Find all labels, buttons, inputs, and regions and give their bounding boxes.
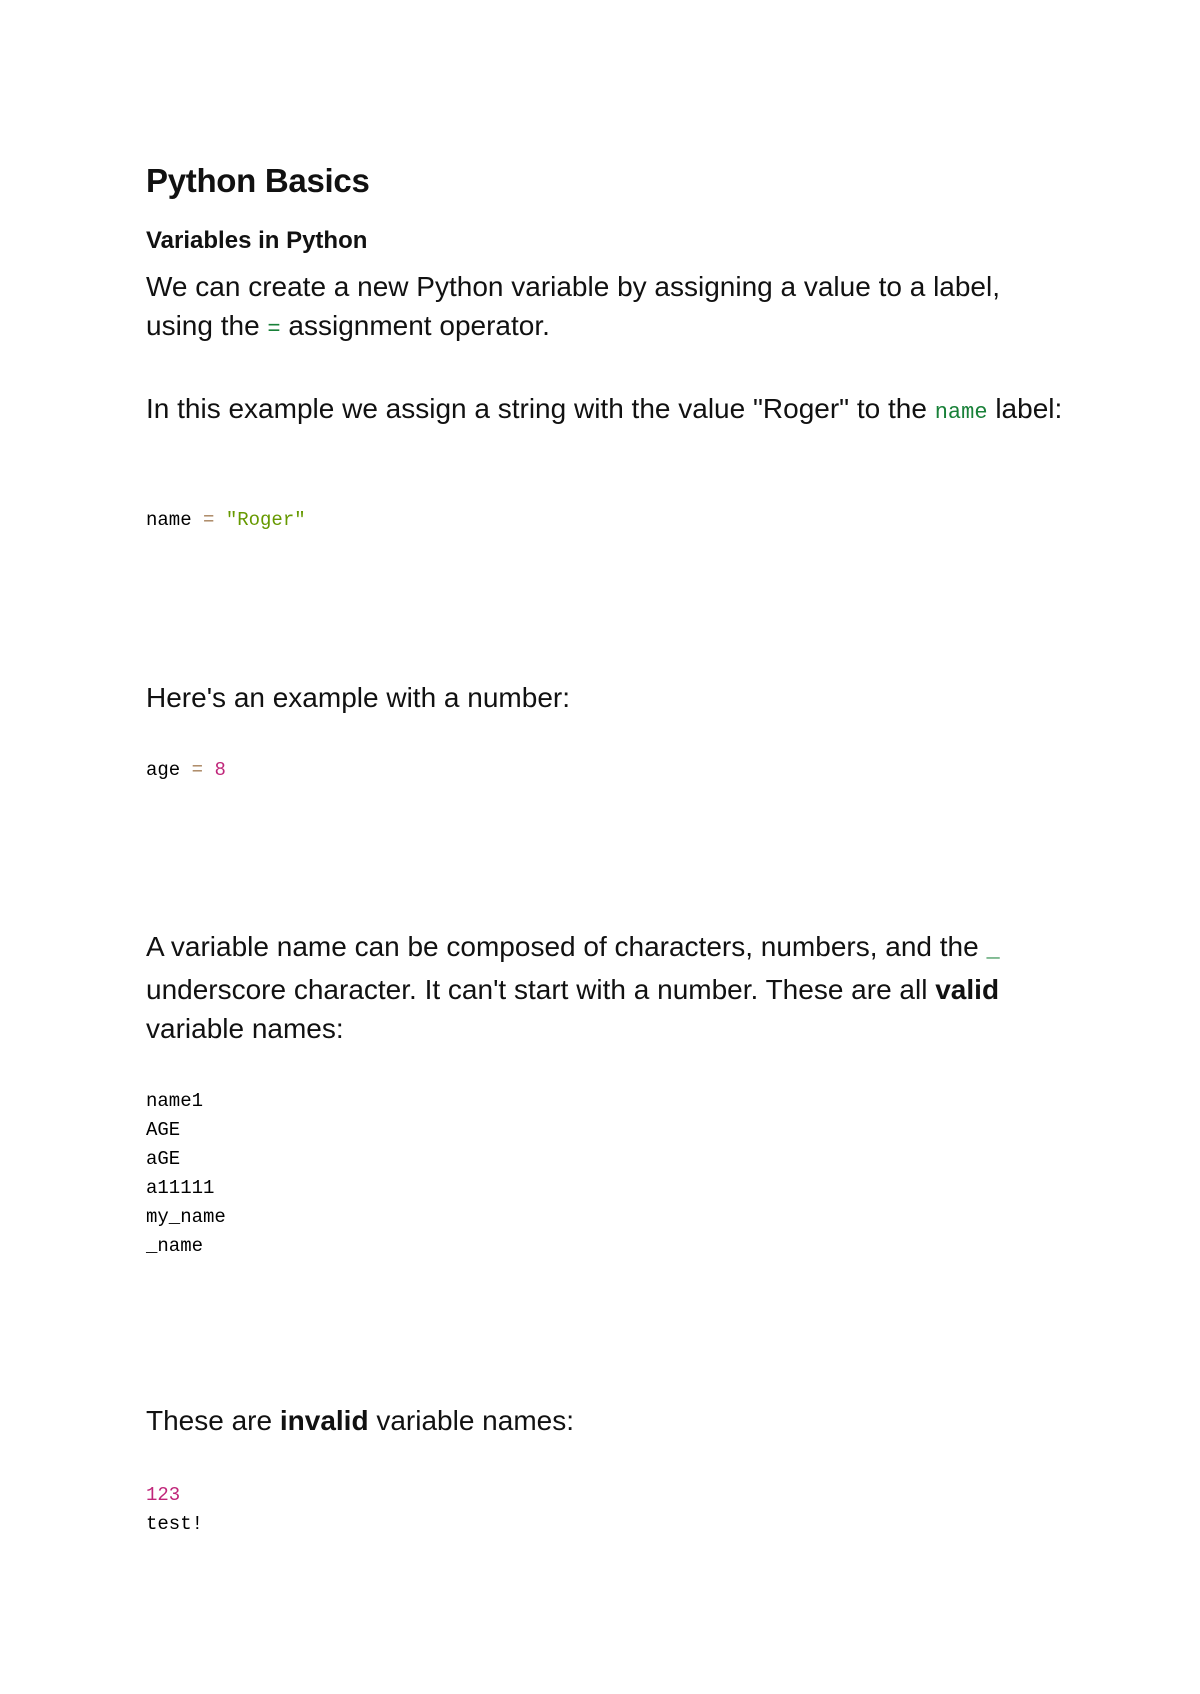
string-example-text: In this example we assign a string with the value "Roger" to the (146, 393, 935, 424)
code-block-valid-names (146, 1087, 226, 1261)
string-example-text-end: label: (987, 393, 1063, 424)
inline-code-name: name (934, 400, 988, 425)
code-line: test! (146, 1513, 204, 1535)
code-line: _name (146, 1235, 204, 1257)
section-heading: Variables in Python (146, 227, 368, 254)
code-operator: = (180, 759, 215, 781)
invalid-names-text-end: variable names: (368, 1405, 574, 1436)
code-operator: = (191, 509, 226, 531)
code-string-value: "Roger" (225, 509, 306, 531)
number-example-paragraph: Here's an example with a number: (146, 682, 570, 713)
code-line: my_name (146, 1206, 226, 1228)
intro-text: We can create a new Python variable by assigning a value to a label, using the (146, 271, 1000, 341)
code-line: 123 (146, 1484, 181, 1506)
code-line: aGE (146, 1148, 181, 1170)
code-line: AGE (146, 1119, 181, 1141)
page-title: Python Basics (146, 162, 370, 199)
inline-code-underscore: _ (986, 938, 1000, 963)
code-line: name1 (146, 1090, 204, 1112)
code-var-name: name (146, 509, 192, 531)
code-block-invalid-names (146, 1481, 203, 1539)
inline-code-assign: = (267, 317, 281, 342)
naming-rules-text-mid: underscore character. It can't start with a number. These are all (146, 974, 936, 1005)
invalid-names-paragraph (146, 1401, 1066, 1440)
code-var-age: age (146, 759, 181, 781)
bold-valid: valid (935, 974, 1000, 1005)
intro-paragraph (146, 267, 1066, 349)
naming-rules-text: A variable name can be composed of characters, numbers, and the (146, 931, 987, 962)
string-example-paragraph (146, 389, 1066, 432)
code-line: a11111 (146, 1177, 215, 1199)
code-block-number (146, 756, 226, 785)
naming-rules-paragraph (146, 927, 1066, 1048)
naming-rules-text-end: variable names: (146, 1013, 344, 1044)
invalid-names-text: These are (146, 1405, 280, 1436)
bold-invalid: invalid (279, 1405, 369, 1436)
code-block-string (146, 506, 306, 535)
code-number-value: 8 (214, 759, 226, 781)
intro-text-end: assignment operator. (280, 310, 550, 341)
